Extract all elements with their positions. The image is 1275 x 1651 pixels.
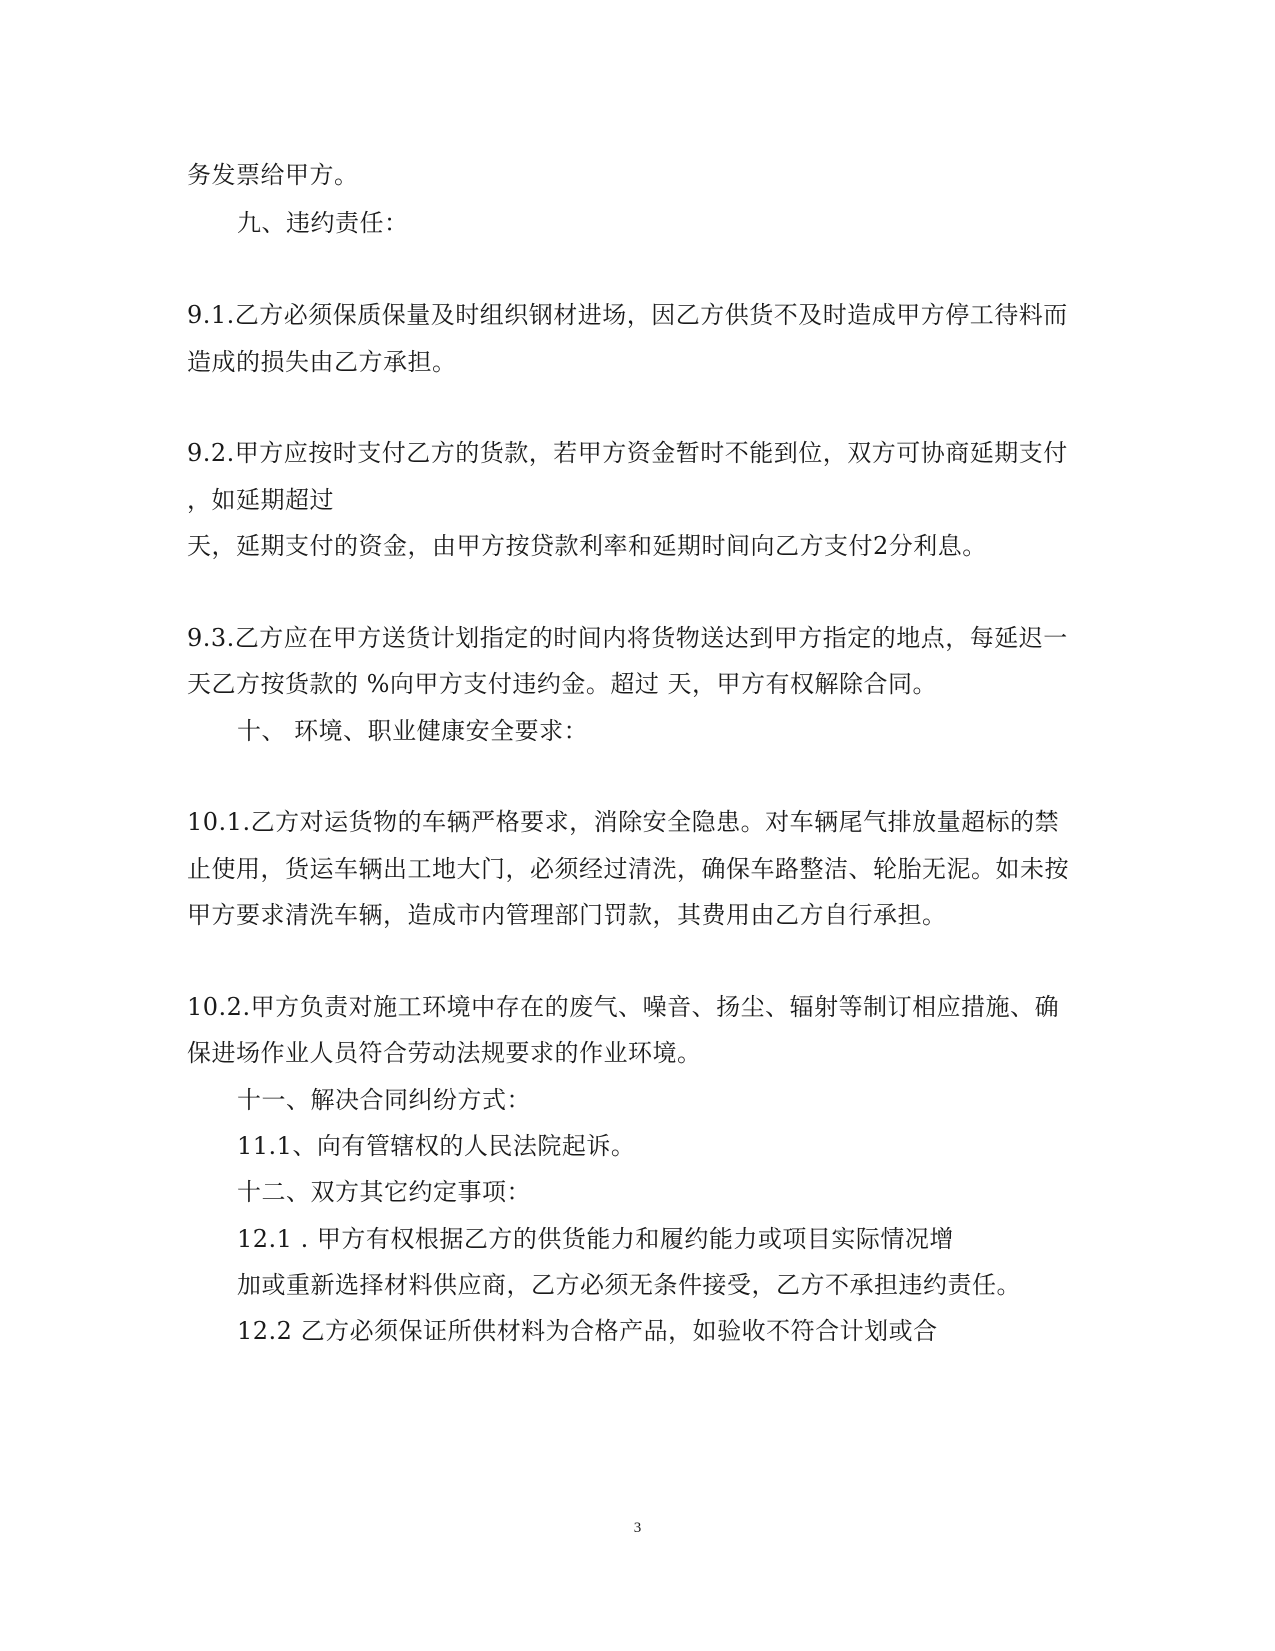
text-line: 9.1.乙方必须保质保量及时组织钢材进场，因乙方供货不及时造成甲方停工待料而 bbox=[187, 301, 1068, 329]
section-heading-12: 十二、双方其它约定事项： bbox=[237, 1178, 531, 1206]
section-heading-9: 九、违约责任： bbox=[237, 209, 409, 237]
text-line: 天乙方按货款的 %向甲方支付违约金。超过 天，甲方有权解除合同。 bbox=[187, 670, 938, 698]
text-line: 保进场作业人员符合劳动法规要求的作业环境。 bbox=[187, 1039, 702, 1067]
section-heading-10: 十、 环境、职业健康安全要求： bbox=[237, 717, 589, 745]
page-number: 3 bbox=[633, 1520, 642, 1536]
text-line: 天，延期支付的资金，由甲方按贷款利率和延期时间向乙方支付2分利息。 bbox=[187, 532, 987, 560]
text-line: 9.3.乙方应在甲方送货计划指定的时间内将货物送达到甲方指定的地点，每延迟一 bbox=[187, 624, 1068, 652]
text-line: 止使用，货运车辆出工地大门，必须经过清洗，确保车路整洁、轮胎无泥。如未按 bbox=[187, 855, 1069, 883]
text-line: 11.1、向有管辖权的人民法院起诉。 bbox=[237, 1132, 636, 1160]
text-line: 造成的损失由乙方承担。 bbox=[187, 348, 457, 376]
text-line: ，如延期超过 bbox=[187, 486, 334, 514]
text-line: 务发票给甲方。 bbox=[187, 161, 359, 189]
text-line: 12.2 乙方必须保证所供材料为合格产品，如验收不符合计划或合 bbox=[237, 1317, 938, 1345]
section-heading-11: 十一、解决合同纠纷方式： bbox=[237, 1086, 531, 1114]
text-line: 10.1.乙方对运货物的车辆严格要求，消除安全隐患。对车辆尾气排放量超标的禁 bbox=[187, 808, 1060, 836]
text-line: 12.1 . 甲方有权根据乙方的供货能力和履约能力或项目实际情况增 bbox=[237, 1225, 954, 1253]
text-line: 加或重新选择材料供应商，乙方必须无条件接受，乙方不承担违约责任。 bbox=[237, 1271, 1021, 1299]
text-line: 9.2.甲方应按时支付乙方的货款，若甲方资金暂时不能到位，双方可协商延期支付 bbox=[187, 439, 1068, 467]
text-line: 10.2.甲方负责对施工环境中存在的废气、噪音、扬尘、辐射等制订相应措施、确 bbox=[187, 993, 1060, 1021]
text-line: 甲方要求清洗车辆，造成市内管理部门罚款，其费用由乙方自行承担。 bbox=[187, 901, 947, 929]
